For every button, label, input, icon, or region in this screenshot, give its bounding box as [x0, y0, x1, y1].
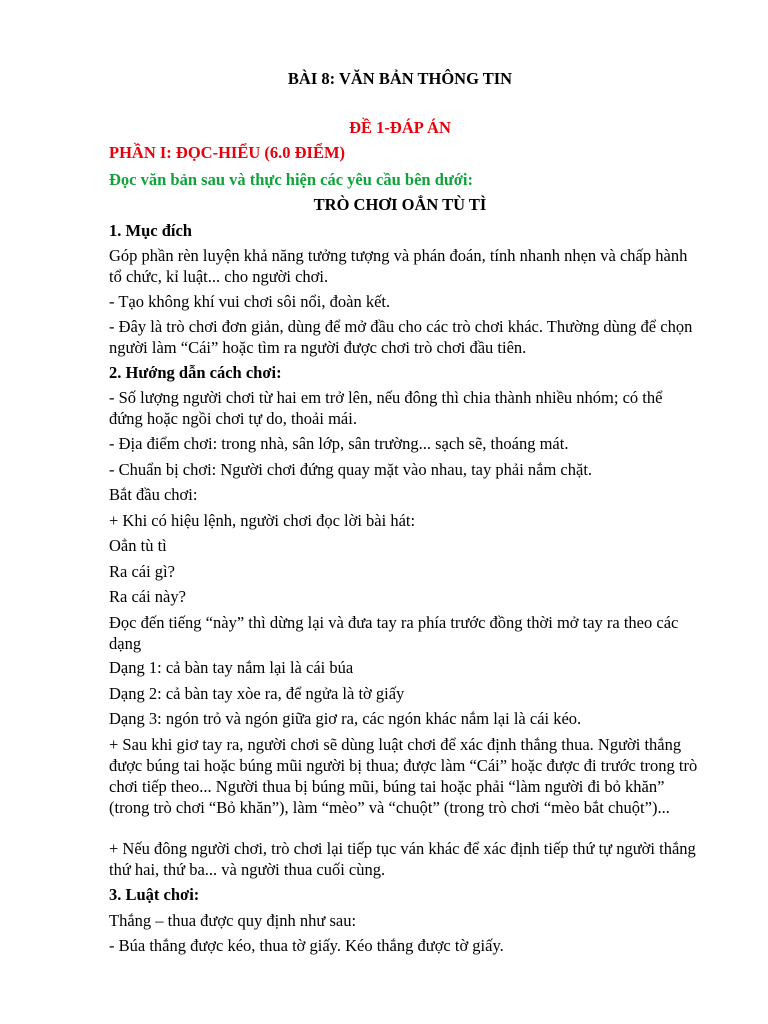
exam-title: ĐỀ 1-ĐÁP ÁN: [349, 118, 451, 137]
paragraph: - Số lượng người chơi từ hai em trở lên, nếu đông thì chia thành nhiều nhóm; có thể đứng hoặc ngồi chơi tự do, thoải mái.: [109, 388, 663, 428]
paragraph: Thắng – thua được quy định như sau:: [109, 911, 357, 930]
paragraph: - Đây là trò chơi đơn giản, dùng để mở đầu cho các trò chơi khác. Thường dùng để chọn người làm “Cái” hoặc tìm ra người được chơi trò chơi đầu tiên.: [109, 317, 693, 357]
paragraph: Dạng 2: cả bàn tay xòe ra, để ngửa là tờ giấy: [109, 684, 405, 703]
instruction: Đọc văn bản sau và thực hiện các yêu cầu bên dưới:: [109, 170, 474, 189]
section-heading: 1. Mục đích: [109, 221, 192, 240]
paragraph: - Chuẩn bị chơi: Người chơi đứng quay mặt vào nhau, tay phải nắm chặt.: [109, 460, 593, 479]
paragraph: + Khi có hiệu lệnh, người chơi đọc lời bài hát:: [109, 511, 416, 530]
paragraph: Bắt đầu chơi:: [109, 485, 198, 504]
paragraph: Oẳn tù tì: [109, 536, 167, 555]
paragraph: - Địa điểm chơi: trong nhà, sân lớp, sân trường... sạch sẽ, thoáng mát.: [109, 434, 569, 453]
section-heading: 2. Hướng dẫn cách chơi:: [109, 363, 282, 382]
paragraph: + Sau khi giơ tay ra, người chơi sẽ dùng luật chơi để xác định thắng thua. Người thắng được búng tai hoặc búng mũi người bị thua; được làm “Cái” hoặc được đi trước trong trò chơi tiếp theo... Người thua bị búng mũi, búng tai hoặc phải “làm người đi bỏ khăn” (trong trò chơi “Bỏ khăn”), làm “mèo” và “chuột” (trong trò chơi “mèo bắt chuột”)...: [109, 735, 698, 817]
lesson-title: BÀI 8: VĂN BẢN THÔNG TIN: [287, 69, 513, 88]
paragraph: Góp phần rèn luyện khả năng tưởng tượng và phán đoán, tính nhanh nhẹn và chấp hành tổ chức, kỉ luật... cho người chơi.: [109, 246, 688, 286]
paragraph: Dạng 3: ngón trỏ và ngón giữa giơ ra, các ngón khác nắm lại là cái kéo.: [109, 709, 582, 728]
paragraph: + Nếu đông người chơi, trò chơi lại tiếp tục ván khác để xác định tiếp thứ tự người thắng thứ hai, thứ ba... và người thua cuối cùng.: [109, 839, 696, 879]
paragraph: Ra cái gì?: [109, 562, 175, 581]
paragraph: Ra cái này?: [109, 587, 186, 606]
paragraph: Đọc đến tiếng “này” thì dừng lại và đưa tay ra phía trước đồng thời mở tay ra theo các dạng: [109, 613, 679, 653]
text-title: TRÒ CHƠI OẲN TÙ TÌ: [313, 195, 487, 214]
paragraph: Dạng 1: cả bàn tay nắm lại là cái búa: [109, 658, 354, 677]
part-title: PHẦN I: ĐỌC-HIỂU (6.0 ĐIỂM): [109, 143, 346, 162]
paragraph: - Búa thắng được kéo, thua tờ giấy. Kéo thắng được tờ giấy.: [109, 936, 504, 955]
paragraph: - Tạo không khí vui chơi sôi nổi, đoàn kết.: [109, 292, 391, 311]
section-heading: 3. Luật chơi:: [109, 885, 200, 904]
